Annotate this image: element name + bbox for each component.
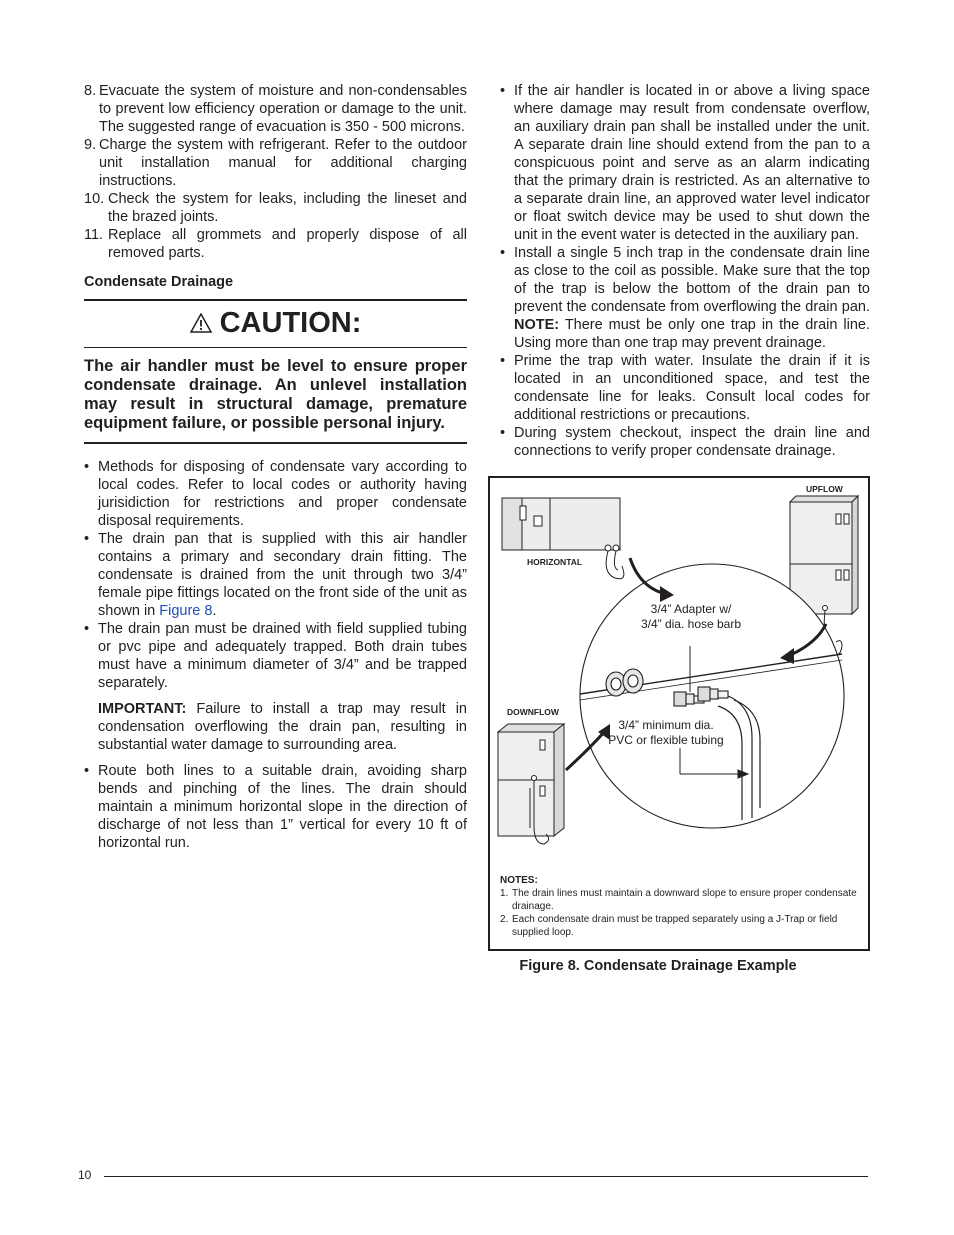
step-item <box>84 226 467 262</box>
note-item <box>500 913 860 939</box>
note-item <box>500 887 860 913</box>
list-item: • Methods for disposing of condensate vary according to local codes. Refer to local codes or authority having jurisidiction for restrictions and proper condensate disposal requirements. <box>84 459 467 529</box>
list-item: • If the air handler is located in or above a living space where damage may result from condensate overflow, an auxiliary drain pan shall be installed under the unit. A separate drain line should extend from the pan to a conspicuous point and serve as an alarm indicating that the primary drain is restricted. As an alternative to a separate drain line, an approved water level indicator or float switch device may be used to shut down the unit in the event water is detected in the auxiliary pan. <box>500 83 870 243</box>
drainage-bullets <box>84 458 467 852</box>
label-downflow: DOWNFLOW <box>507 707 559 717</box>
bullet-text: During system checkout, inspect the drain line and connections to verify proper condensate drainage. <box>514 425 870 459</box>
step-item <box>84 136 467 190</box>
note-text: There must be only one trap in the drain line. Using more than one trap may prevent drainage. <box>514 317 870 351</box>
note-text: The drain lines must maintain a downward slope to ensure proper condensate drainage. <box>512 888 857 912</box>
caution-box <box>84 299 467 444</box>
bullet-text: The drain pan must be drained with field supplied tubing or pvc pipe and adequately trapped. Both drain tubes must have a minimum diameter of 3/4” and be trapped separately. <box>98 621 467 691</box>
caution-heading-text: CAUTION: <box>219 307 362 339</box>
step-number: 11. <box>84 227 104 243</box>
warning-icon <box>190 313 212 333</box>
bullet-text-end: . <box>212 603 217 619</box>
important-label: IMPORTANT: <box>98 701 187 717</box>
step-item <box>84 82 467 136</box>
list-item: • The drain pan that is supplied with this air handler contains a primary and secondary drain fitting. The condensate is drained from the unit through two 3/4” female pipe fittings located on the front side of the unit as shown in Figure 8. <box>84 531 467 619</box>
caution-title <box>84 301 467 348</box>
drainage-illustration <box>490 478 868 868</box>
step-text: Evacuate the system of moisture and non-condensables to prevent low efficiency operation or damage to the unit. The suggested range of evacuation is 350 - 500 microns. <box>99 83 467 135</box>
label-upflow: UPFLOW <box>806 484 843 494</box>
list-item: • Install a single 5 inch trap in the condensate drain line as close to the coil as possible. Make sure that the top of the trap is below the bottom of the drain pan to prevent the condensate from overflowing the drain pan. NOTE: There must be only one trap in the drain line. Using more than one trap may prevent drainage. <box>500 245 870 351</box>
downflow-unit-drawing <box>498 724 564 844</box>
notes-title: NOTES: <box>500 875 538 886</box>
callout-adapter-line-1: 3/4” Adapter w/ <box>650 602 732 616</box>
list-item: • Route both lines to a suitable drain, avoiding sharp bends and pinching of the lines. The drain should maintain a minimum horizontal slope in the direction of discharge of not less than 1” vertical for every 10 ft of horizontal run. <box>84 763 467 851</box>
callout-tubing <box>600 718 732 748</box>
bullet-text <box>98 530 467 620</box>
list-item: • The drain pan must be drained with field supplied tubing or pvc pipe and adequately trapped. Both drain tubes must have a minimum diameter of 3/4” and be trapped separately. IMPORTANT: Failure to install a trap may result in condensation overflowing the drain pan, resulting in substantial water damage to surrounding area. <box>84 620 467 762</box>
callout-adapter <box>630 602 752 632</box>
bullet-text-block <box>98 620 467 762</box>
caution-message: The air handler must be level to ensure proper condensate drainage. An unlevel installation may result in structural damage, premature equipment failure, or possible personal injury. <box>84 357 467 432</box>
step-text: Replace all grommets and properly dispose of all removed parts. <box>108 227 467 261</box>
bullet-text <box>514 244 870 352</box>
step-number: 8. <box>84 83 97 99</box>
step-text: Charge the system with refrigerant. Refer to the outdoor unit installation manual for additional charging instructions. <box>99 137 467 189</box>
step-text: Check the system for leaks, including the lineset and the brazed joints. <box>108 191 467 225</box>
step-item <box>84 190 467 226</box>
steps-list <box>84 82 467 262</box>
footer-divider <box>104 1176 868 1177</box>
list-item: • Prime the trap with water. Insulate the drain if it is located in an unconditioned space, and test the condensate line for leaks. Consult local codes for additional restrictions or precautions. <box>500 353 870 423</box>
callout-adapter-line-2: 3/4” dia. hose barb <box>640 617 742 631</box>
step-number: 9. <box>84 137 97 153</box>
label-horizontal: HORIZONTAL <box>527 557 583 567</box>
bullet-text-part: Install a single 5 inch trap in the condensate drain line as close to the coil as possible. Make sure that the top of the trap is below the bottom of the drain pan to prevent the condensate from overflowing the drain pan. <box>514 245 870 315</box>
right-column <box>500 82 870 460</box>
note-text: Each condensate drain must be trapped separately using a J-Trap or field supplied loop. <box>512 914 838 938</box>
callout-tubing-line-1: 3/4” minimum dia. <box>618 718 714 732</box>
section-heading: Condensate Drainage <box>84 274 234 290</box>
figure-notes <box>500 874 860 939</box>
note-label: NOTE: <box>514 317 560 333</box>
bullet-text: If the air handler is located in or above a living space where damage may result from condensate overflow, an auxiliary drain pan shall be installed under the unit. A separate drain line should extend from the pan to a conspicuous point and serve as an alarm indicating that the primary drain is restricted. As an alternative to a separate drain line, an approved water level indicator or float switch device may be used to shut down the unit in the event water is detected in the auxiliary pan. <box>514 83 870 243</box>
important-text: Failure to install a trap may result in condensation overflowing the drain pan, resulting in substantial water damage to surrounding area. <box>98 701 467 753</box>
page-number: 10 <box>78 1168 92 1182</box>
bullet-text: Prime the trap with water. Insulate the drain if it is located in an unconditioned space, and test the condensate line for leaks. Consult local codes for additional restrictions or precautions. <box>514 353 870 423</box>
figure-8-link[interactable]: Figure 8 <box>159 603 213 619</box>
note-number: 2. <box>500 914 509 925</box>
bullet-text: Methods for disposing of condensate vary according to local codes. Refer to local codes or authority having jurisidiction for restrictions and proper condensate disposal requirements. <box>98 459 467 529</box>
figure-8 <box>488 476 870 951</box>
bullet-text-part: The drain pan that is supplied with this air handler contains a primary and secondary drain fitting. The condensate is drained from the unit through two 3/4” female pipe fittings located on the front side of the unit as shown in <box>98 531 467 619</box>
bullet-text: Route both lines to a suitable drain, avoiding sharp bends and pinching of the lines. The drain should maintain a minimum horizontal slope in the direction of discharge of not less than 1” vertical for every 10 ft of horizontal run. <box>98 763 467 851</box>
list-item: • During system checkout, inspect the drain line and connections to verify proper condensate drainage. <box>500 425 870 459</box>
note-number: 1. <box>500 888 509 899</box>
drainage-bullets-continued <box>500 82 870 460</box>
step-number: 10. <box>84 191 105 207</box>
figure-caption: Figure 8. Condensate Drainage Example <box>519 958 797 974</box>
important-note <box>98 700 467 754</box>
callout-tubing-line-2: PVC or flexible tubing <box>608 733 724 747</box>
left-column <box>84 82 467 852</box>
